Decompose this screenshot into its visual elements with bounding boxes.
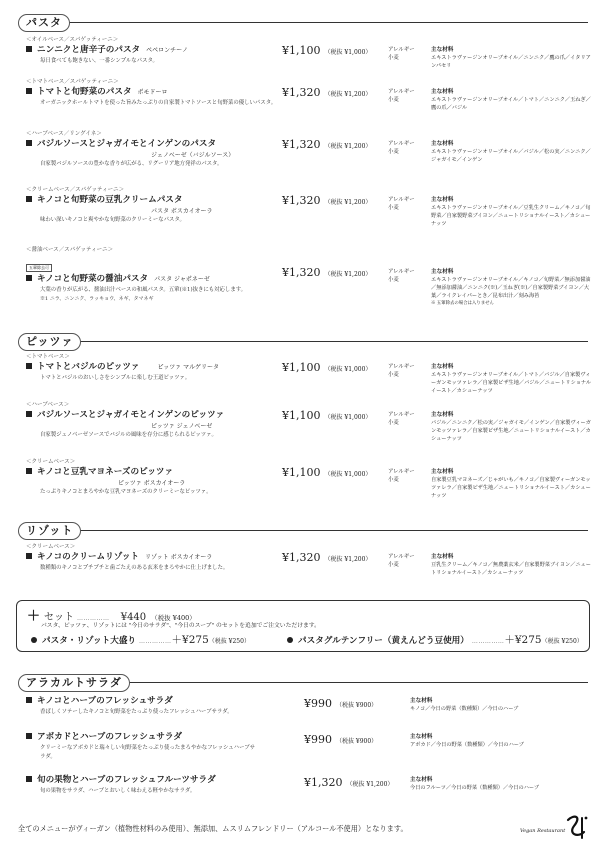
item-description: クリーミーなアボカドと瑞々しい旬野菜をたっぷり使ったまろやかなフレッシュハーブサラダ。	[40, 745, 255, 760]
item-price: ¥1,100 （税抜 ¥1,000）	[282, 44, 372, 57]
square-bullet-icon	[26, 411, 32, 417]
item-price: ¥990 （税抜 ¥900）	[304, 697, 378, 710]
item-description: たっぷりキノコとまろやかな豆乳マヨネーズのクリーミーなピッツァ。	[40, 489, 212, 495]
section-title: ピッツァ	[18, 333, 81, 351]
menu-item-salad-2	[26, 731, 588, 762]
item-category: ＜クリームベース＞	[26, 459, 76, 465]
item-ingredients: 主な材料 キノコ／今日の野菜（数種類）／今日のハーブ	[410, 698, 519, 712]
item-allergy: アレルギー 小麦	[388, 269, 415, 283]
square-bullet-icon	[26, 733, 32, 739]
item-ingredients: 主な材料 アボカド／今日の野菜（数種類）／今日のハーブ	[410, 734, 524, 748]
square-bullet-icon	[26, 46, 32, 52]
menu-item-pizza-1	[26, 353, 592, 394]
set-options-box	[16, 600, 590, 652]
square-bullet-icon	[26, 275, 32, 281]
section-title: パスタ	[18, 14, 70, 32]
item-name: アボカドとハーブのフレッシュサラダ	[37, 732, 182, 742]
section-rule	[28, 341, 588, 342]
item-category: ＜トマトベース＞	[26, 354, 70, 360]
set-note: パスタ、ピッツァ、リゾットには "今日のサラダ"、"今日のスープ" のセットを追加でご注文いただけます。	[41, 623, 320, 629]
item-description: 味わい深いキノコと爽やかな旬野菜のクリーミーなパスタ。	[40, 217, 185, 223]
item-name: キノコとハーブのフレッシュサラダ	[37, 696, 173, 706]
item-subname: ジェノベーゼ（バジルソース）	[151, 152, 235, 159]
item-ingredients: 主な材料 今日のフルーツ／今日の野菜（数種類）／今日のハーブ	[410, 777, 540, 791]
item-price: ¥1,320 （税抜 ¥1,200）	[282, 551, 372, 564]
square-bullet-icon	[26, 697, 32, 703]
item-allergy: アレルギー 小麦	[388, 412, 415, 426]
menu-item-pasta-3	[26, 130, 591, 169]
item-price: ¥1,320 （税抜 ¥1,200）	[282, 266, 372, 279]
item-category: ＜トマトベース／スパゲッティーニ＞	[26, 79, 119, 85]
item-description: オーガニックホールトマトを使った旨みたっぷりの自家製トマトソースと旬野菜の優しいパスタ。	[40, 100, 277, 106]
item-price: ¥1,320 （税抜 ¥1,200）	[282, 194, 372, 207]
item-price: ¥1,100 （税抜 ¥1,000）	[282, 361, 372, 374]
item-description: 毎日食べても飽きない、一番シンプルなパスタ。	[40, 58, 158, 64]
item-ingredients: 主な材料 エキストラヴァージンオリーブオイル／バジル／松の実／ニンニク／ジャガイモ／インゲン	[431, 141, 591, 163]
item-description: 自家製ジェノベーゼソースでバジルの風味を存分に感じられるピッツァ。	[40, 432, 217, 438]
item-ingredients: 主な材料 自家製豆乳マヨネーズ／じゃがいも／キノコ／自家製ヴィーガンモッツァレラ／自家製ピザ生地／ニュートリショナルイースト／カシューナッツ	[431, 469, 591, 499]
item-price: ¥1,100 （税抜 ¥1,000）	[282, 409, 372, 422]
item-subname: ペペロンチーノ	[146, 47, 189, 54]
menu-item-pasta-4	[26, 186, 591, 227]
section-rule	[28, 22, 588, 23]
item-subname: リゾット ボスカイオーラ	[145, 554, 213, 561]
logo-mark-icon	[560, 812, 590, 842]
item-name: キノコと豆乳マヨネーズのピッツァ	[37, 467, 174, 477]
item-subname: パスタ ジャポネーゼ	[154, 276, 210, 283]
option-gluten-free: パスタグルテンフリー（黄えんどう豆使用） ……………＋¥275（税抜 ¥250）	[287, 632, 583, 647]
section-title: アラカルトサラダ	[18, 674, 130, 692]
plus-icon: ＋	[27, 609, 41, 624]
section-header-pizza	[18, 333, 588, 351]
menu-item-risotto-1	[26, 543, 591, 576]
square-bullet-icon	[26, 140, 32, 146]
item-ingredients: 主な材料 エキストラヴァージンオリーブオイル／ニンニク／鷹の爪／イタリアンパセリ	[431, 47, 591, 69]
item-allergy: アレルギー 小麦	[388, 364, 415, 378]
item-allergy: アレルギー 小麦	[388, 197, 415, 211]
item-allergy: アレルギー 小麦	[388, 469, 415, 483]
item-ingredients: 主な材料 豆乳生クリーム／キノコ／無農薬玄米／自家製野菜ブイヨン／ニュートリショナルイースト／カシューナッツ	[431, 554, 591, 576]
option-large-size: パスタ・リゾット大盛り ……………＋¥275（税抜 ¥250）	[31, 632, 250, 647]
item-category: ＜ハーブベース＞	[26, 402, 70, 408]
section-header-risotto	[18, 522, 588, 540]
item-price: ¥990 （税抜 ¥900）	[304, 733, 378, 746]
menu-item-pasta-5	[26, 246, 591, 306]
item-description: 数種類のキノコとプチプチと歯ごたえのある玄米をまろやかに仕上げました。	[40, 565, 229, 571]
item-name: バジルソースとジャガイモとインゲンのパスタ	[37, 139, 217, 149]
logo-text: Vegan Restaurant	[520, 828, 566, 834]
bullet-icon	[31, 637, 37, 643]
item-name: ニンニクと唐辛子のパスタ	[37, 45, 141, 55]
item-ingredients: 主な材料 エキストラヴァージンオリーブオイル／トマト／バジル／自家製ヴィーガンモッツァレラ／自家製ピザ生地／バジル／ニュートリショナルイースト／カシューナッツ	[431, 364, 592, 394]
item-category: ＜クリームベース＞	[26, 544, 76, 550]
set-price-row: ＋ セット …………… ¥440 （税抜 ¥400）	[27, 609, 196, 624]
item-name: トマトと旬野菜のパスタ	[37, 87, 132, 97]
item-name: キノコのクリームリゾット	[37, 552, 140, 562]
set-price: ¥440	[120, 612, 147, 623]
section-title: リゾット	[18, 522, 81, 540]
item-category: ＜ハーブベース／リングイネ＞	[26, 131, 102, 137]
bullet-icon	[287, 637, 293, 643]
menu-item-pasta-2	[26, 78, 591, 111]
item-name: バジルソースとジャガイモとインゲンのピッツァ	[37, 410, 225, 420]
item-subname: ピッツァ ボスカイオーラ	[118, 480, 186, 487]
item-price: ¥1,320 （税抜 ¥1,200）	[282, 138, 372, 151]
item-name: キノコと旬野菜の豆乳クリームパスタ	[37, 195, 183, 205]
item-ingredients: 主な材料 エキストラヴァージンオリーブオイル／キノコ／旬野菜／無添加醤油／無添加醤油／ニンニク(※)／玉ねぎ(※)／自家製野菜ブイヨン／大葉／ライクレイパーとき／昆布出汁／刻み海苔 ※ 五葷除去の場合は入りません	[431, 269, 591, 306]
item-price: ¥1,100 （税抜 ¥1,000）	[282, 466, 372, 479]
item-description: 大葉の香りが広がる、醤油出汁ベースの和風パスタ。五葷(※1)抜きにも対応します。	[40, 287, 247, 293]
square-bullet-icon	[26, 196, 32, 202]
square-bullet-icon	[26, 468, 32, 474]
section-rule	[28, 530, 588, 531]
set-tax: （税抜 ¥400）	[151, 614, 196, 622]
item-allergy: アレルギー 小麦	[388, 554, 415, 568]
square-bullet-icon	[26, 363, 32, 369]
menu-item-pizza-3	[26, 458, 591, 499]
item-price: ¥1,320 （税抜 ¥1,200）	[304, 776, 394, 789]
item-subname: ポモドーロ	[137, 89, 168, 96]
section-header-pasta	[18, 14, 588, 32]
item-subname: パスタ ボスカイオーラ	[151, 208, 213, 215]
item-name: トマトとバジルのピッツァ	[37, 362, 140, 372]
menu-item-salad-3	[26, 774, 588, 796]
square-bullet-icon	[26, 776, 32, 782]
item-subname: ピッツァ ジェノベーゼ	[151, 423, 213, 430]
set-label: セット	[44, 612, 75, 623]
item-description: 旬の果物をサラダ、ハーブとおいしく味わえる軽やかなサラダ。	[40, 788, 196, 794]
item-allergy: アレルギー 小麦	[388, 141, 415, 155]
item-allergy: アレルギー 小麦	[388, 47, 415, 61]
square-bullet-icon	[26, 553, 32, 559]
item-name: 旬の果物とハーブのフレッシュフルーツサラダ	[37, 775, 216, 785]
item-allergy: アレルギー 小麦	[388, 89, 415, 103]
item-description: 香ばしくソテーしたキノコと旬野菜をたっぷり使ったフレッシュハーブサラダ。	[40, 709, 233, 715]
item-name: キノコと旬野菜の醤油パスタ	[37, 274, 149, 284]
item-description: 自家製バジルソースの豊かな香りが広がる、リグーリア地方発祥のパスタ。	[40, 161, 223, 167]
item-subname: ピッツァ マルゲリータ	[157, 364, 219, 371]
item-category: ＜醤油ベース／スパゲッティーニ＞	[26, 247, 114, 253]
square-bullet-icon	[26, 88, 32, 94]
menu-item-pasta-1	[26, 36, 591, 69]
item-ingredients: 主な材料 バジル／ニンニク／松の実／ジャガイモ／インゲン／自家製ヴィーガンモッツァレラ／自家製ピザ生地／ニュートリショナルイースト／カシューナッツ	[431, 412, 591, 442]
item-category: ＜オイルベース／スパゲッティーニ＞	[26, 37, 119, 43]
section-header-salad	[18, 674, 588, 692]
menu-item-pizza-2	[26, 401, 591, 442]
item-footnote: ※1 ニラ、ニンニク、ラッキョウ、ネギ、タマネギ	[40, 296, 154, 302]
item-ingredients: 主な材料 エキストラヴァージンオリーブオイル／トマト／ニンニク／玉ねぎ／鷹の爪／バジル	[431, 89, 591, 111]
item-ingredients: 主な材料 エキストラヴァージンオリーブオイル／豆乳生クリーム／キノコ／旬野菜／自家製野菜ブイヨン／ニュートリショナルイースト／カシューナッツ	[431, 197, 591, 227]
vegan-notice: 全てのメニューがヴィーガン（植物性材料のみ使用）、無添加、ムスリムフレンドリー（アルコール不使用）となります。	[18, 824, 408, 833]
item-description: トマトとバジルのおいしさをシンプルに楽しむ王道ピッツァ。	[40, 375, 191, 381]
item-price: ¥1,320 （税抜 ¥1,200）	[282, 86, 372, 99]
gokun-free-badge: 五葷除去可	[26, 264, 52, 272]
item-category: ＜クリームベース／スパゲッティーニ＞	[26, 187, 125, 193]
menu-item-salad-1	[26, 695, 588, 717]
restaurant-logo	[520, 812, 590, 842]
